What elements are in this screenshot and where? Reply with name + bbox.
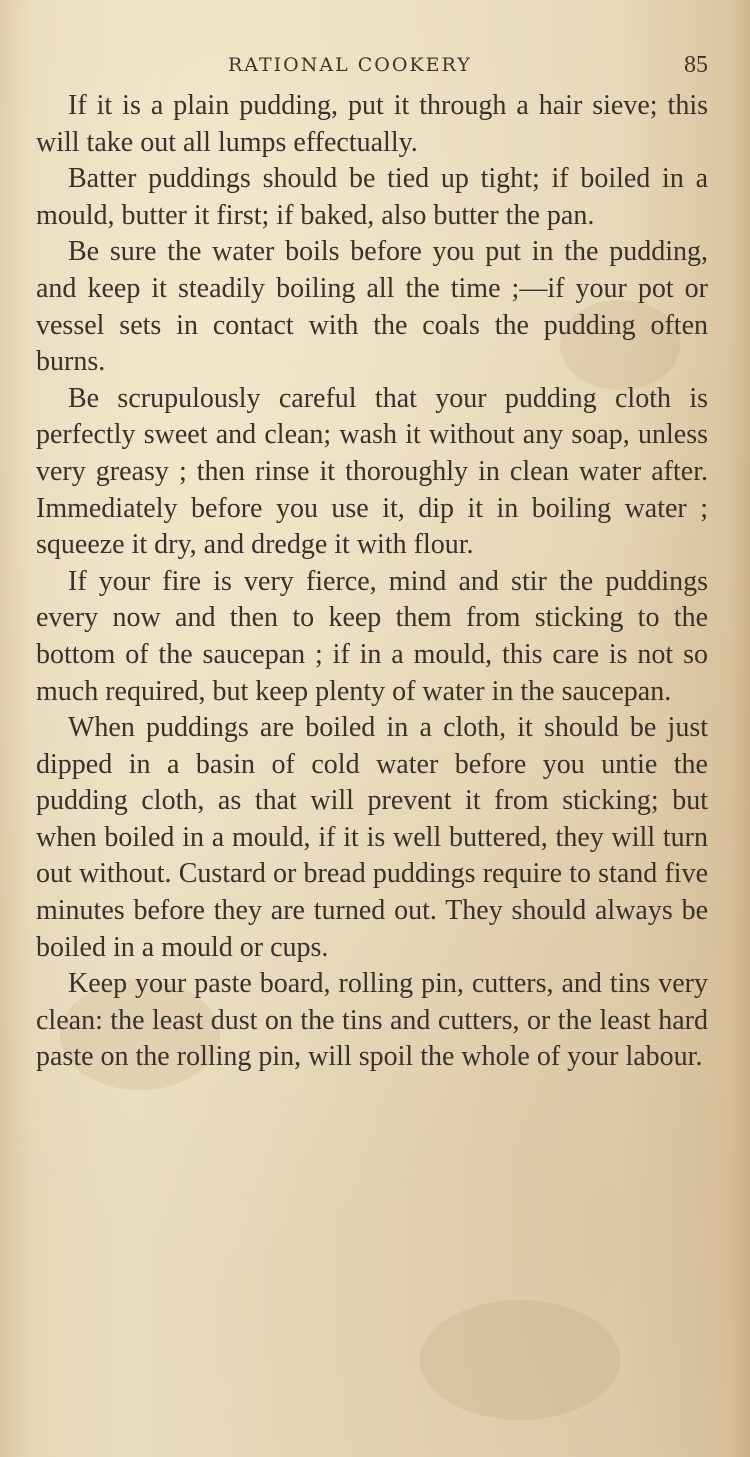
paragraph-batter: Batter puddings should be tied up tight; if boiled in a mould, butter it first; if baked, also butter the pan. [36,163,708,231]
paragraph-paste-board: Keep your paste board, rolling pin, cutters, and tins very clean: the least dust on the tins and cutters, or the least hard paste on the rolling pin, will spoil the whole of your labour. [36,968,708,1073]
running-title: RATIONAL COOKERY [228,54,472,76]
paragraph-sieve: If it is a plain pudding, put it through a hair sieve; this will take out all lumps effectually. [36,90,708,158]
page-number: 85 [684,52,708,78]
paragraph-fierce-fire: If your fire is very fierce, mind and stir the puddings every now and then to keep them from sticking to the bottom of the saucepan ; if in a mould, this care is not so much required, but keep plenty of water in the saucepan. [36,565,708,707]
page-header [0,50,750,86]
paragraph-pudding-cloth: Be scrupulously careful that your pudding cloth is perfectly sweet and clean; wash it without any soap, unless very greasy ; then rinse it thoroughly in clean water after. Immediately before you use it, dip it in boiling water ; squeeze it dry, and dredge it with flour. [36,382,708,561]
paragraph-boiled-cloth: When puddings are boiled in a cloth, it should be just dipped in a basin of cold water before you untie the pudding cloth, as that will prevent it from sticking; but when boiled in a mould, if it is well buttered, they will turn out without. Custard or bread puddings require to stand five minutes before they are turned out. They should always be boiled in a mould or cups. [36,712,708,963]
page-body [36,88,708,1076]
paper-stain [420,1300,620,1420]
paragraph-water-boils: Be sure the water boils before you put in the pudding, and keep it steadily boiling all the time ;—if your pot or vessel sets in contact with the coals the pudding often burns. [36,236,708,378]
